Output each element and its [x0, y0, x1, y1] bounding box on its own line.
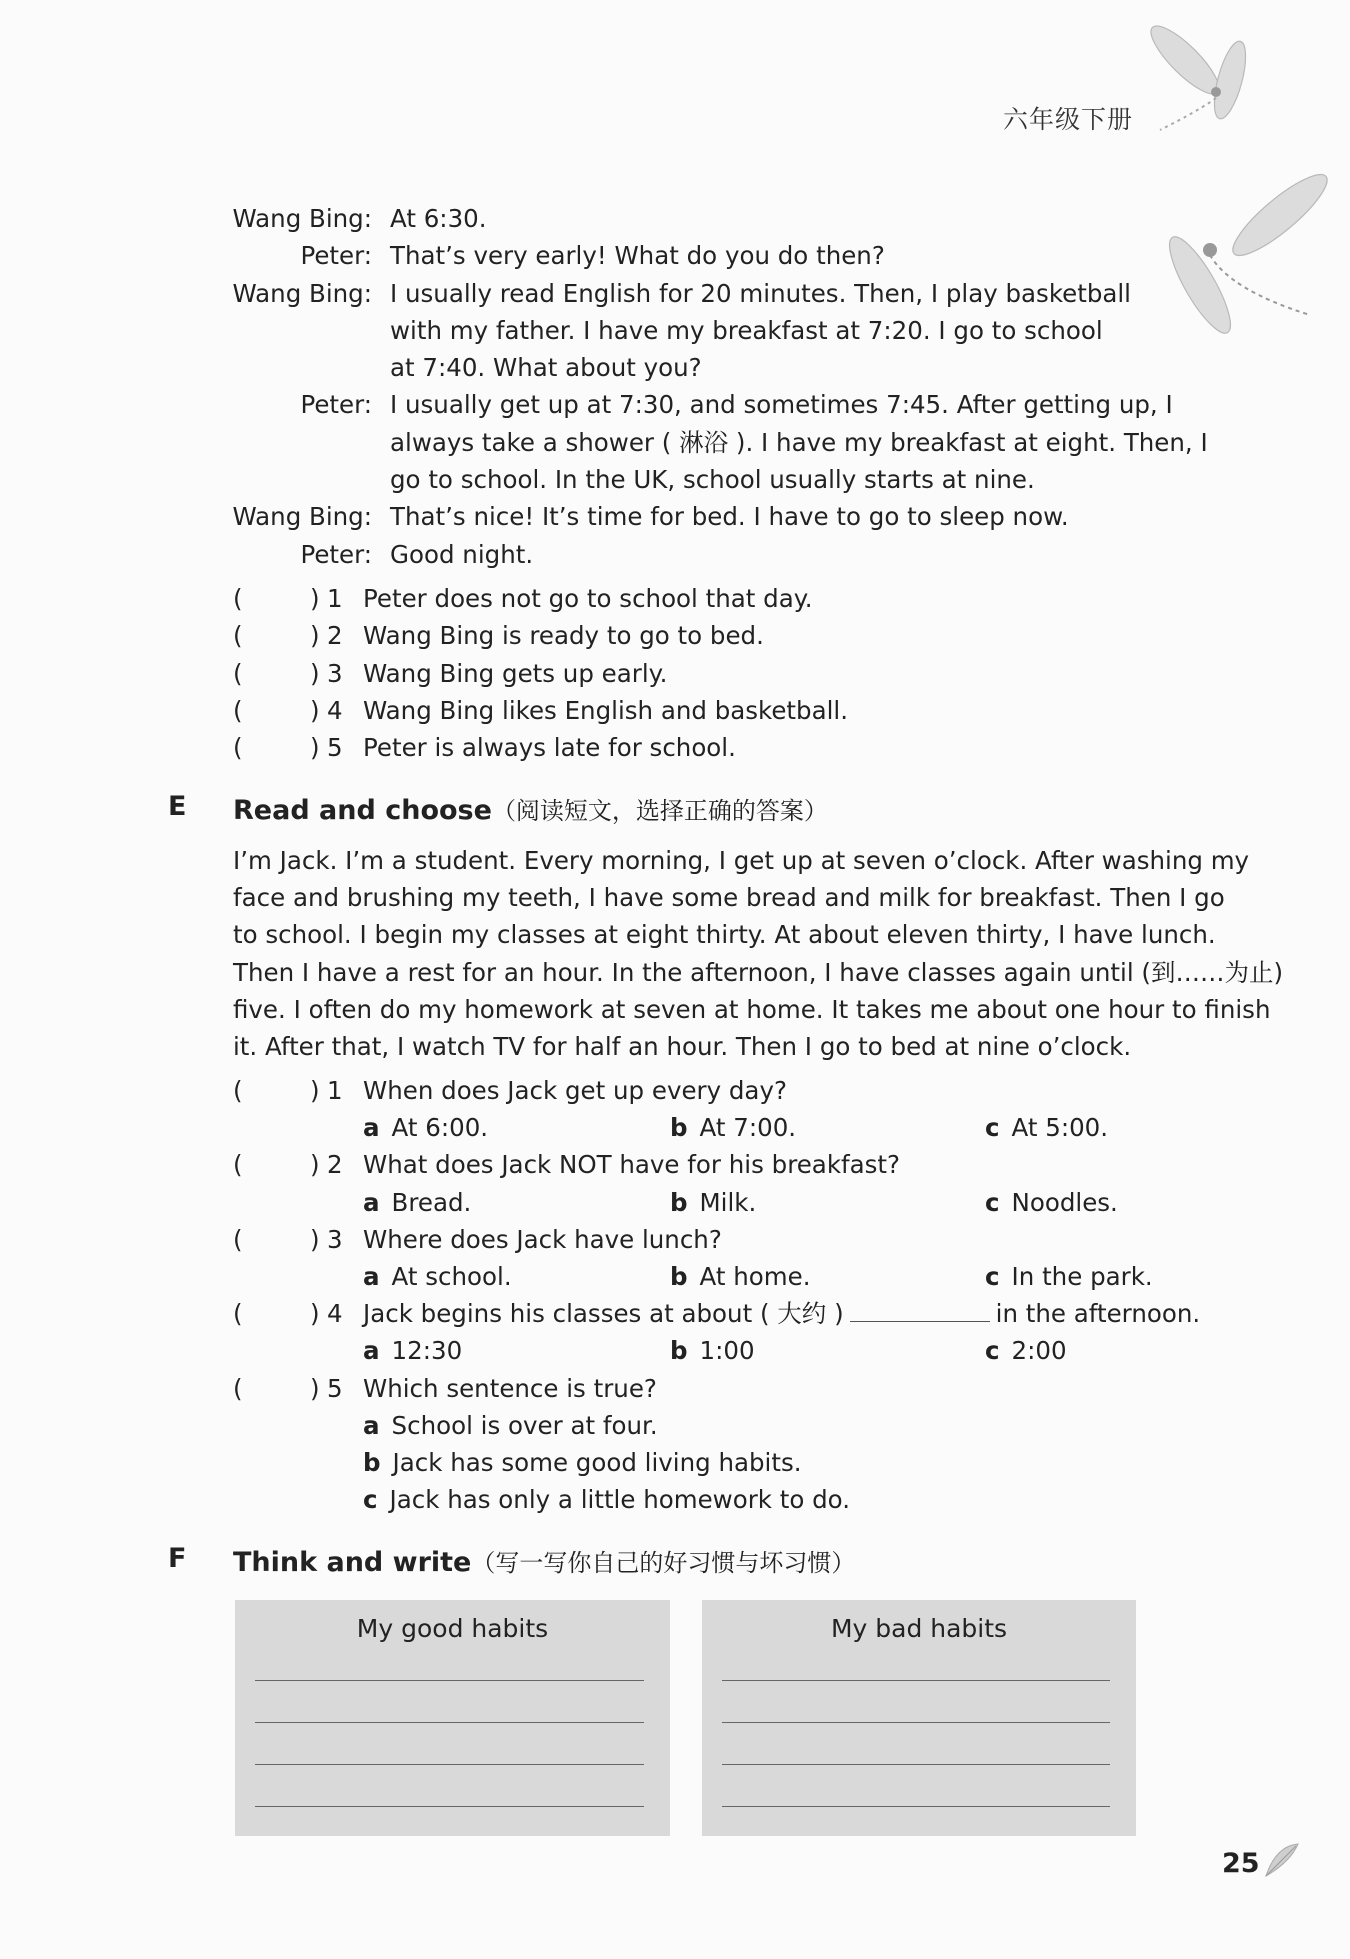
dialogue-line — [0, 200, 1350, 237]
option-text: At home. — [699, 1261, 811, 1291]
options-line — [0, 1258, 1350, 1295]
option-text: 2:00 — [1011, 1336, 1067, 1366]
options-line — [0, 1444, 1350, 1481]
option-text: School is over at four. — [391, 1410, 658, 1440]
good-habits-title: My good habits — [356, 1614, 549, 1643]
passage-line: five. I often do my homework at seven at home. It takes me about one hour to finish — [233, 994, 1271, 1024]
question-text — [363, 1295, 1200, 1332]
dialogue-text: always take a shower ( 淋浴 ). I have my breakfast at eight. Then, I — [390, 427, 1208, 457]
passage-line: it. After that, I watch TV for half an hour. Then I go to bed at nine o’clock. — [233, 1031, 1132, 1061]
option-a[interactable] — [363, 1332, 462, 1369]
answer-blank-close: ) — [310, 621, 320, 651]
option-label: b — [670, 1187, 688, 1217]
option-text: At 6:00. — [391, 1113, 489, 1143]
option-text: Jack has only a little homework to do. — [389, 1485, 851, 1515]
option-label: a — [363, 1410, 380, 1440]
speaker: Peter: — [300, 539, 372, 569]
section-f-letter: F — [168, 1543, 187, 1574]
answer-blank-open[interactable]: ( — [233, 584, 243, 613]
option-label: a — [363, 1336, 380, 1366]
item-text: Wang Bing is ready to go to bed. — [363, 621, 764, 651]
writing-line[interactable] — [255, 1764, 644, 1765]
true-false-item — [0, 655, 1350, 692]
question-text-before: Jack begins his classes at about ( 大约 ) — [363, 1299, 844, 1329]
option-label: a — [363, 1187, 380, 1217]
answer-blank-open[interactable]: ( — [233, 1150, 243, 1180]
option-c[interactable] — [985, 1332, 1067, 1369]
item-text: Wang Bing gets up early. — [363, 658, 668, 688]
writing-line[interactable] — [255, 1680, 644, 1681]
question-line — [0, 1072, 1350, 1109]
option-label: c — [363, 1485, 378, 1515]
dialogue-text: That’s very early! What do you do then? — [390, 241, 885, 271]
page-header-title: 六年级下册 — [1003, 105, 1134, 134]
dialogue-line — [0, 312, 1350, 349]
section-f-title-text: Think and write — [233, 1547, 472, 1578]
option-text: Bread. — [391, 1187, 472, 1217]
item-text: Wang Bing likes English and basketball. — [363, 695, 848, 725]
question-line — [0, 1370, 1350, 1407]
speaker: Wang Bing: — [232, 278, 372, 308]
question-text: What does Jack NOT have for his breakfast? — [363, 1150, 901, 1180]
fill-in-blank[interactable] — [850, 1320, 990, 1322]
option-text: 1:00 — [699, 1336, 755, 1366]
question-number: 2 — [327, 1150, 343, 1180]
dialogue-text: I usually read English for 20 minutes. Then, I play basketball — [390, 278, 1131, 308]
question-line — [0, 1221, 1350, 1258]
writing-line[interactable] — [722, 1806, 1110, 1807]
item-number: 4 — [327, 695, 343, 725]
question-number: 4 — [327, 1299, 343, 1329]
answer-blank-open[interactable]: ( — [233, 1076, 243, 1105]
option-text: In the park. — [1011, 1261, 1153, 1291]
dialogue-text: At 6:30. — [390, 204, 487, 233]
dialogue-line — [0, 386, 1350, 423]
option-label: b — [670, 1113, 688, 1143]
options-line — [0, 1332, 1350, 1369]
question-number: 5 — [327, 1373, 343, 1403]
true-false-item — [0, 729, 1350, 766]
answer-blank-open[interactable]: ( — [233, 1224, 243, 1254]
dialogue-line — [0, 424, 1350, 461]
dialogue-text: with my father. I have my breakfast at 7:20. I go to school — [390, 315, 1103, 345]
dialogue-text: That’s nice! It’s time for bed. I have to go to sleep now. — [390, 502, 1069, 532]
option-label: c — [985, 1113, 1000, 1143]
dialogue-text: at 7:40. What about you? — [390, 353, 702, 383]
passage-line: face and brushing my teeth, I have some bread and milk for breakfast. Then I go — [233, 883, 1225, 913]
writing-line[interactable] — [722, 1722, 1110, 1723]
true-false-list — [0, 580, 1350, 766]
option-a[interactable] — [363, 1109, 488, 1146]
item-text: Peter does not go to school that day. — [363, 584, 813, 613]
option-b[interactable] — [670, 1109, 796, 1146]
answer-blank-open[interactable]: ( — [233, 695, 243, 725]
option-label: a — [363, 1261, 380, 1291]
option-b[interactable] — [670, 1184, 756, 1221]
answer-blank-close: ) — [310, 1076, 320, 1105]
answer-blank-close: ) — [310, 1150, 320, 1180]
dialogue-text: go to school. In the UK, school usually starts at nine. — [390, 465, 1035, 495]
option-a[interactable] — [363, 1407, 658, 1444]
dialogue-line — [0, 349, 1350, 386]
bad-habits-title: My bad habits — [830, 1614, 1008, 1643]
dialogue-text: Good night. — [390, 539, 534, 569]
true-false-item — [0, 580, 1350, 617]
option-text: 12:30 — [391, 1336, 463, 1366]
answer-blank-open[interactable]: ( — [233, 1299, 243, 1329]
answer-blank-close: ) — [310, 1373, 320, 1403]
option-b[interactable] — [363, 1444, 802, 1481]
question-line — [0, 1295, 1350, 1332]
dialogue-line — [0, 461, 1350, 498]
option-c[interactable] — [985, 1184, 1118, 1221]
option-c[interactable] — [363, 1481, 850, 1518]
option-a[interactable] — [363, 1184, 471, 1221]
section-e-letter: E — [168, 791, 187, 822]
passage-line: Then I have a rest for an hour. In the afternoon, I have classes again until (到……为止) — [233, 957, 1284, 987]
dialogue-text: I usually get up at 7:30, and sometimes 7:45. After getting up, I — [390, 390, 1173, 420]
answer-blank-open[interactable]: ( — [233, 733, 243, 763]
section-e-subtitle: （阅读短文，选择正确的答案） — [491, 797, 828, 825]
writing-line[interactable] — [255, 1806, 644, 1807]
option-label: a — [363, 1113, 380, 1143]
multiple-choice-list — [0, 1072, 1350, 1518]
option-text: At 7:00. — [699, 1113, 797, 1143]
item-number: 1 — [327, 584, 343, 613]
question-number: 3 — [327, 1224, 343, 1254]
section-f-title — [233, 1543, 855, 1578]
answer-blank-close: ) — [310, 695, 320, 725]
question-text: Where does Jack have lunch? — [363, 1224, 722, 1254]
passage-line: to school. I begin my classes at eight thirty. At about eleven thirty, I have lunch. — [233, 920, 1216, 950]
answer-blank-open[interactable]: ( — [233, 1373, 243, 1403]
option-text: Milk. — [699, 1187, 757, 1217]
answer-blank-close: ) — [310, 1224, 320, 1254]
passage-line: I’m Jack. I’m a student. Every morning, I get up at seven o’clock. After washing my — [233, 846, 1250, 875]
option-text: At 5:00. — [1011, 1113, 1109, 1143]
option-c[interactable] — [985, 1109, 1108, 1146]
answer-blank-close: ) — [310, 733, 320, 763]
option-label: b — [670, 1336, 688, 1366]
question-line — [0, 1146, 1350, 1183]
option-label: c — [985, 1261, 1000, 1291]
options-line — [0, 1481, 1350, 1518]
answer-blank-close: ) — [310, 1299, 320, 1329]
speaker: Peter: — [300, 241, 372, 271]
bad-habits-box — [702, 1600, 1136, 1836]
writing-line[interactable] — [255, 1722, 644, 1723]
speaker: Peter: — [300, 390, 372, 420]
item-number: 2 — [327, 621, 343, 651]
options-line — [0, 1109, 1350, 1146]
option-label: c — [985, 1187, 1000, 1217]
answer-blank-open[interactable]: ( — [233, 621, 243, 651]
option-c[interactable] — [985, 1258, 1153, 1295]
question-number: 1 — [327, 1076, 343, 1105]
leaf-icon — [1262, 1840, 1302, 1880]
section-f-subtitle: （写一写你自己的好习惯与坏习惯） — [471, 1549, 856, 1577]
true-false-item — [0, 692, 1350, 729]
answer-blank-open[interactable]: ( — [233, 658, 243, 688]
speaker: Wang Bing: — [232, 502, 372, 532]
option-text: Jack has some good living habits. — [392, 1447, 802, 1477]
dialogue-line — [0, 536, 1350, 573]
writing-line[interactable] — [722, 1764, 1110, 1765]
item-number: 3 — [327, 658, 343, 688]
question-text-after: in the afternoon. — [995, 1299, 1201, 1329]
dialogue — [0, 200, 1350, 573]
section-e-title-text: Read and choose — [233, 795, 492, 826]
option-label: c — [985, 1336, 1000, 1366]
speaker: Wang Bing: — [232, 204, 372, 233]
option-a[interactable] — [363, 1258, 512, 1295]
option-label: b — [363, 1447, 381, 1477]
page-number: 25 — [1222, 1848, 1260, 1879]
item-number: 5 — [327, 733, 343, 763]
option-text: Noodles. — [1011, 1187, 1118, 1217]
dialogue-line — [0, 498, 1350, 535]
option-b[interactable] — [670, 1332, 755, 1369]
options-line — [0, 1184, 1350, 1221]
answer-blank-close: ) — [310, 658, 320, 688]
option-text: At school. — [391, 1261, 512, 1291]
question-text: Which sentence is true? — [363, 1373, 657, 1403]
question-text: When does Jack get up every day? — [363, 1076, 787, 1105]
writing-line[interactable] — [722, 1680, 1110, 1681]
item-text: Peter is always late for school. — [363, 733, 736, 763]
options-line — [0, 1407, 1350, 1444]
section-e-title — [233, 791, 828, 826]
answer-blank-close: ) — [310, 584, 320, 613]
dialogue-line — [0, 275, 1350, 312]
good-habits-box — [235, 1600, 670, 1836]
reading-passage — [233, 842, 1284, 1065]
option-b[interactable] — [670, 1258, 811, 1295]
option-label: b — [670, 1261, 688, 1291]
true-false-item — [0, 617, 1350, 654]
dialogue-line — [0, 237, 1350, 274]
